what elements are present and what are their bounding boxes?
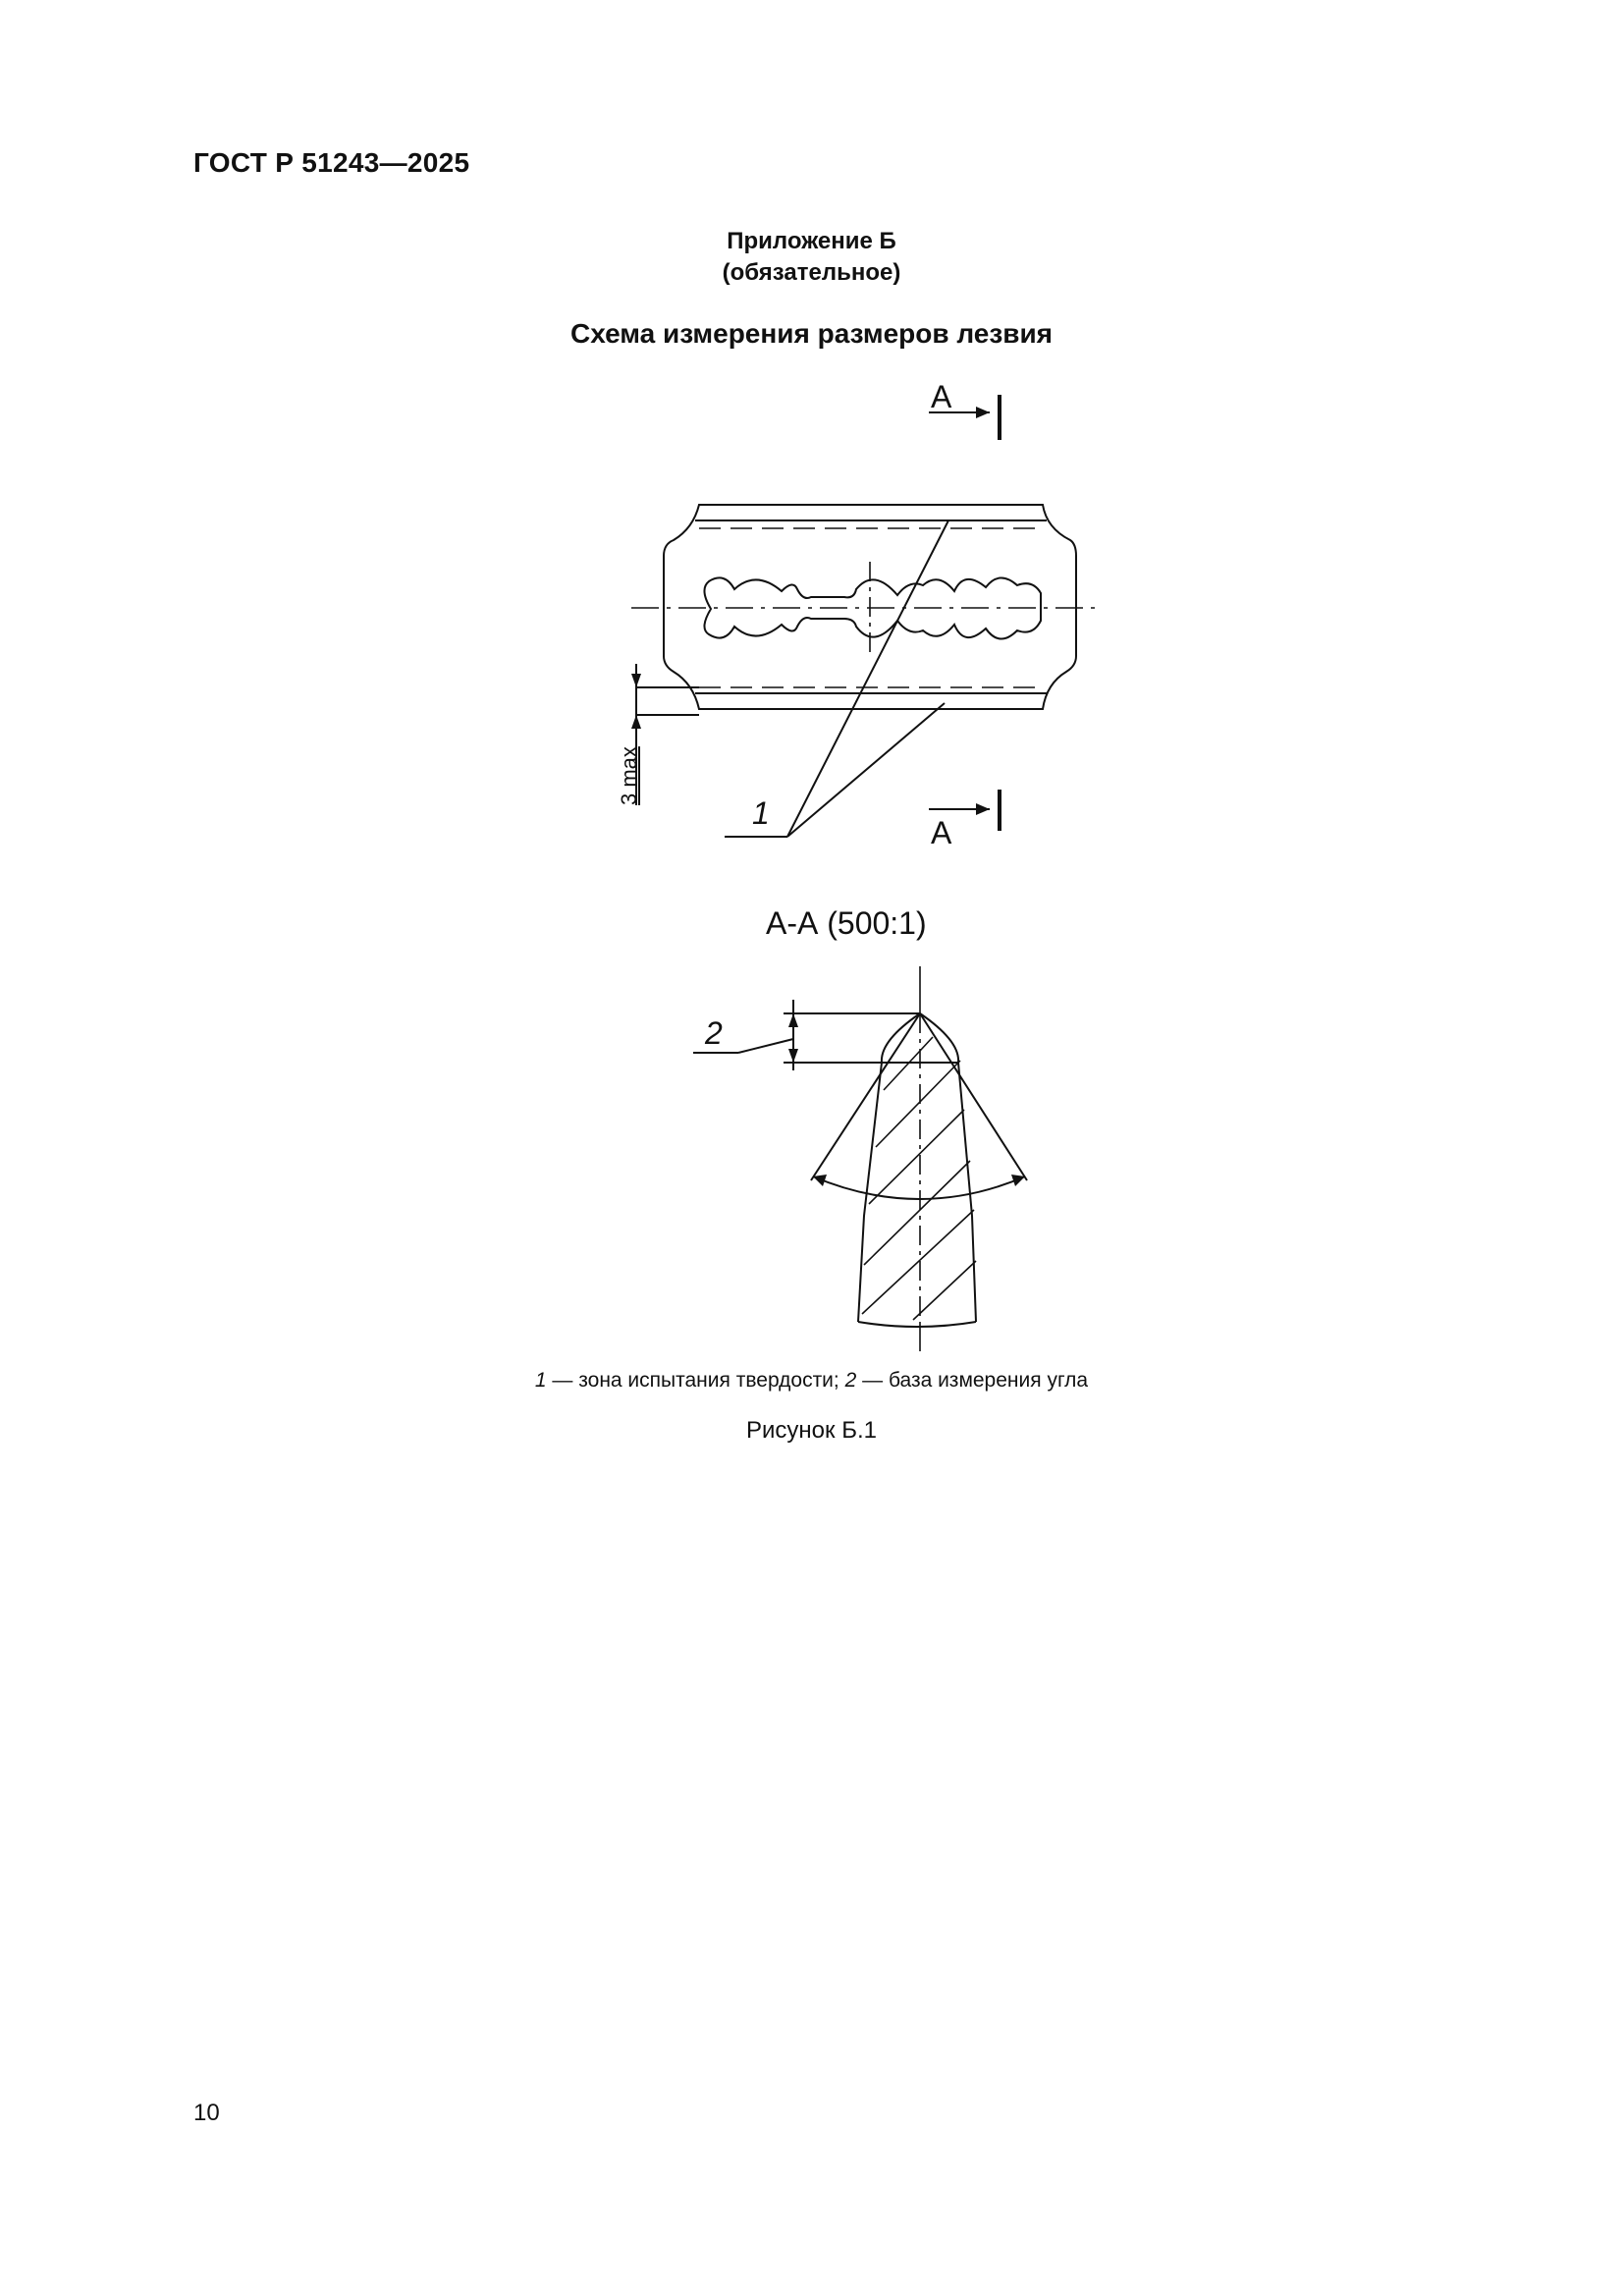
section-label-bottom: А (931, 815, 952, 850)
section-label-top: А (931, 379, 952, 414)
caption-num-2: 2 (844, 1369, 857, 1392)
section-view (693, 966, 1027, 1351)
callout-1: 1 (752, 795, 770, 831)
caption-text-2: — база измерения угла (856, 1369, 1089, 1392)
document-code: ГОСТ Р 51243—2025 (193, 147, 470, 178)
section-title: А-А (500:1) (766, 905, 927, 941)
figure-name: Рисунок Б.1 (746, 1417, 877, 1444)
appendix-status: (обязательное) (722, 259, 901, 286)
dimension-label: 3 max (617, 746, 641, 805)
figure-caption (0, 1369, 1623, 1393)
appendix-title: Приложение Б (727, 228, 896, 254)
page-number: 10 (193, 2100, 220, 2126)
caption-num-1: 1 (534, 1369, 547, 1392)
callout-2: 2 (705, 1015, 723, 1051)
figure-title: Схема измерения размеров лезвия (569, 318, 1054, 349)
caption-text-1: — зона испытания твердости; (546, 1369, 845, 1392)
